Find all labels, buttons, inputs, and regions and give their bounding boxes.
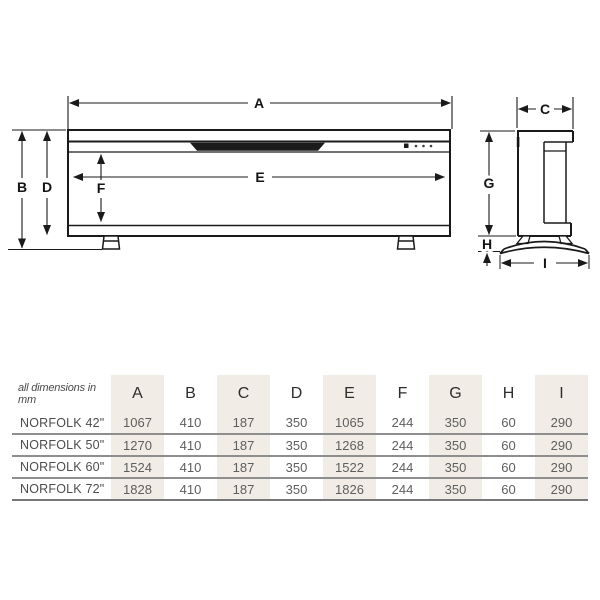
table-row-norfolk-50 bbox=[12, 434, 588, 456]
col-header-i: I bbox=[535, 375, 588, 412]
cell-value: 290 bbox=[535, 478, 588, 500]
cell-value: 410 bbox=[164, 412, 217, 434]
table-row-norfolk-72 bbox=[12, 478, 588, 500]
model-label: NORFOLK 50" bbox=[12, 434, 111, 456]
cell-value: 1828 bbox=[111, 478, 164, 500]
cell-value: 1270 bbox=[111, 434, 164, 456]
table-row-norfolk-60 bbox=[12, 456, 588, 478]
side-view bbox=[500, 131, 589, 254]
cell-value: 350 bbox=[429, 456, 482, 478]
col-header-c: C bbox=[217, 375, 270, 412]
cell-value: 350 bbox=[270, 434, 323, 456]
cell-value: 290 bbox=[535, 434, 588, 456]
cell-value: 244 bbox=[376, 456, 429, 478]
cell-value: 187 bbox=[217, 434, 270, 456]
dim-label-c: C bbox=[539, 101, 551, 117]
cell-value: 60 bbox=[482, 478, 535, 500]
col-header-b: B bbox=[185, 384, 196, 402]
front-feet bbox=[103, 236, 415, 249]
dimensions-table bbox=[12, 375, 588, 501]
cell-value: 350 bbox=[270, 412, 323, 434]
cell-value: 350 bbox=[270, 456, 323, 478]
cell-value: 1522 bbox=[323, 456, 376, 478]
dim-label-a: A bbox=[253, 95, 265, 111]
cell-value: 350 bbox=[429, 412, 482, 434]
model-label: NORFOLK 42" bbox=[12, 412, 111, 434]
cell-value: 290 bbox=[535, 456, 588, 478]
dim-label-g: G bbox=[483, 175, 495, 191]
cell-value: 244 bbox=[376, 478, 429, 500]
col-header-f: F bbox=[397, 384, 408, 402]
cell-value: 350 bbox=[429, 434, 482, 456]
front-view bbox=[68, 130, 450, 249]
model-label: NORFOLK 72" bbox=[12, 478, 111, 500]
cell-value: 244 bbox=[376, 434, 429, 456]
cell-value: 1067 bbox=[111, 412, 164, 434]
cell-value: 187 bbox=[217, 478, 270, 500]
cell-value: 410 bbox=[164, 478, 217, 500]
cell-value: 187 bbox=[217, 456, 270, 478]
grille-strip bbox=[190, 143, 325, 151]
col-header-h: H bbox=[502, 384, 515, 402]
model-label: NORFOLK 60" bbox=[12, 456, 111, 478]
cell-value: 1065 bbox=[323, 412, 376, 434]
cell-value: 60 bbox=[482, 456, 535, 478]
col-header-g: G bbox=[429, 375, 482, 412]
table-header-row bbox=[12, 375, 588, 412]
cell-value: 290 bbox=[535, 412, 588, 434]
dim-label-b: B bbox=[16, 179, 28, 195]
cell-value: 1524 bbox=[111, 456, 164, 478]
dim-label-e: E bbox=[255, 169, 265, 185]
cell-value: 60 bbox=[482, 434, 535, 456]
dim-label-i: I bbox=[543, 255, 547, 271]
cell-value: 1268 bbox=[323, 434, 376, 456]
cell-value: 350 bbox=[429, 478, 482, 500]
side-base-arch bbox=[500, 242, 589, 254]
cell-value: 244 bbox=[376, 412, 429, 434]
dim-label-h: H bbox=[481, 236, 493, 252]
col-header-a: A bbox=[111, 375, 164, 412]
cell-value: 1826 bbox=[323, 478, 376, 500]
cell-value: 410 bbox=[164, 434, 217, 456]
cell-value: 187 bbox=[217, 412, 270, 434]
table-note: all dimensions in mm bbox=[18, 381, 96, 406]
dim-label-f: F bbox=[96, 180, 106, 196]
col-header-e: E bbox=[323, 375, 376, 412]
cell-value: 350 bbox=[270, 478, 323, 500]
dim-label-d: D bbox=[41, 179, 53, 195]
cell-value: 60 bbox=[482, 412, 535, 434]
side-bracket-mark bbox=[517, 137, 520, 147]
col-header-d: D bbox=[290, 384, 303, 402]
cell-value: 410 bbox=[164, 456, 217, 478]
table-row-norfolk-42 bbox=[12, 412, 588, 434]
